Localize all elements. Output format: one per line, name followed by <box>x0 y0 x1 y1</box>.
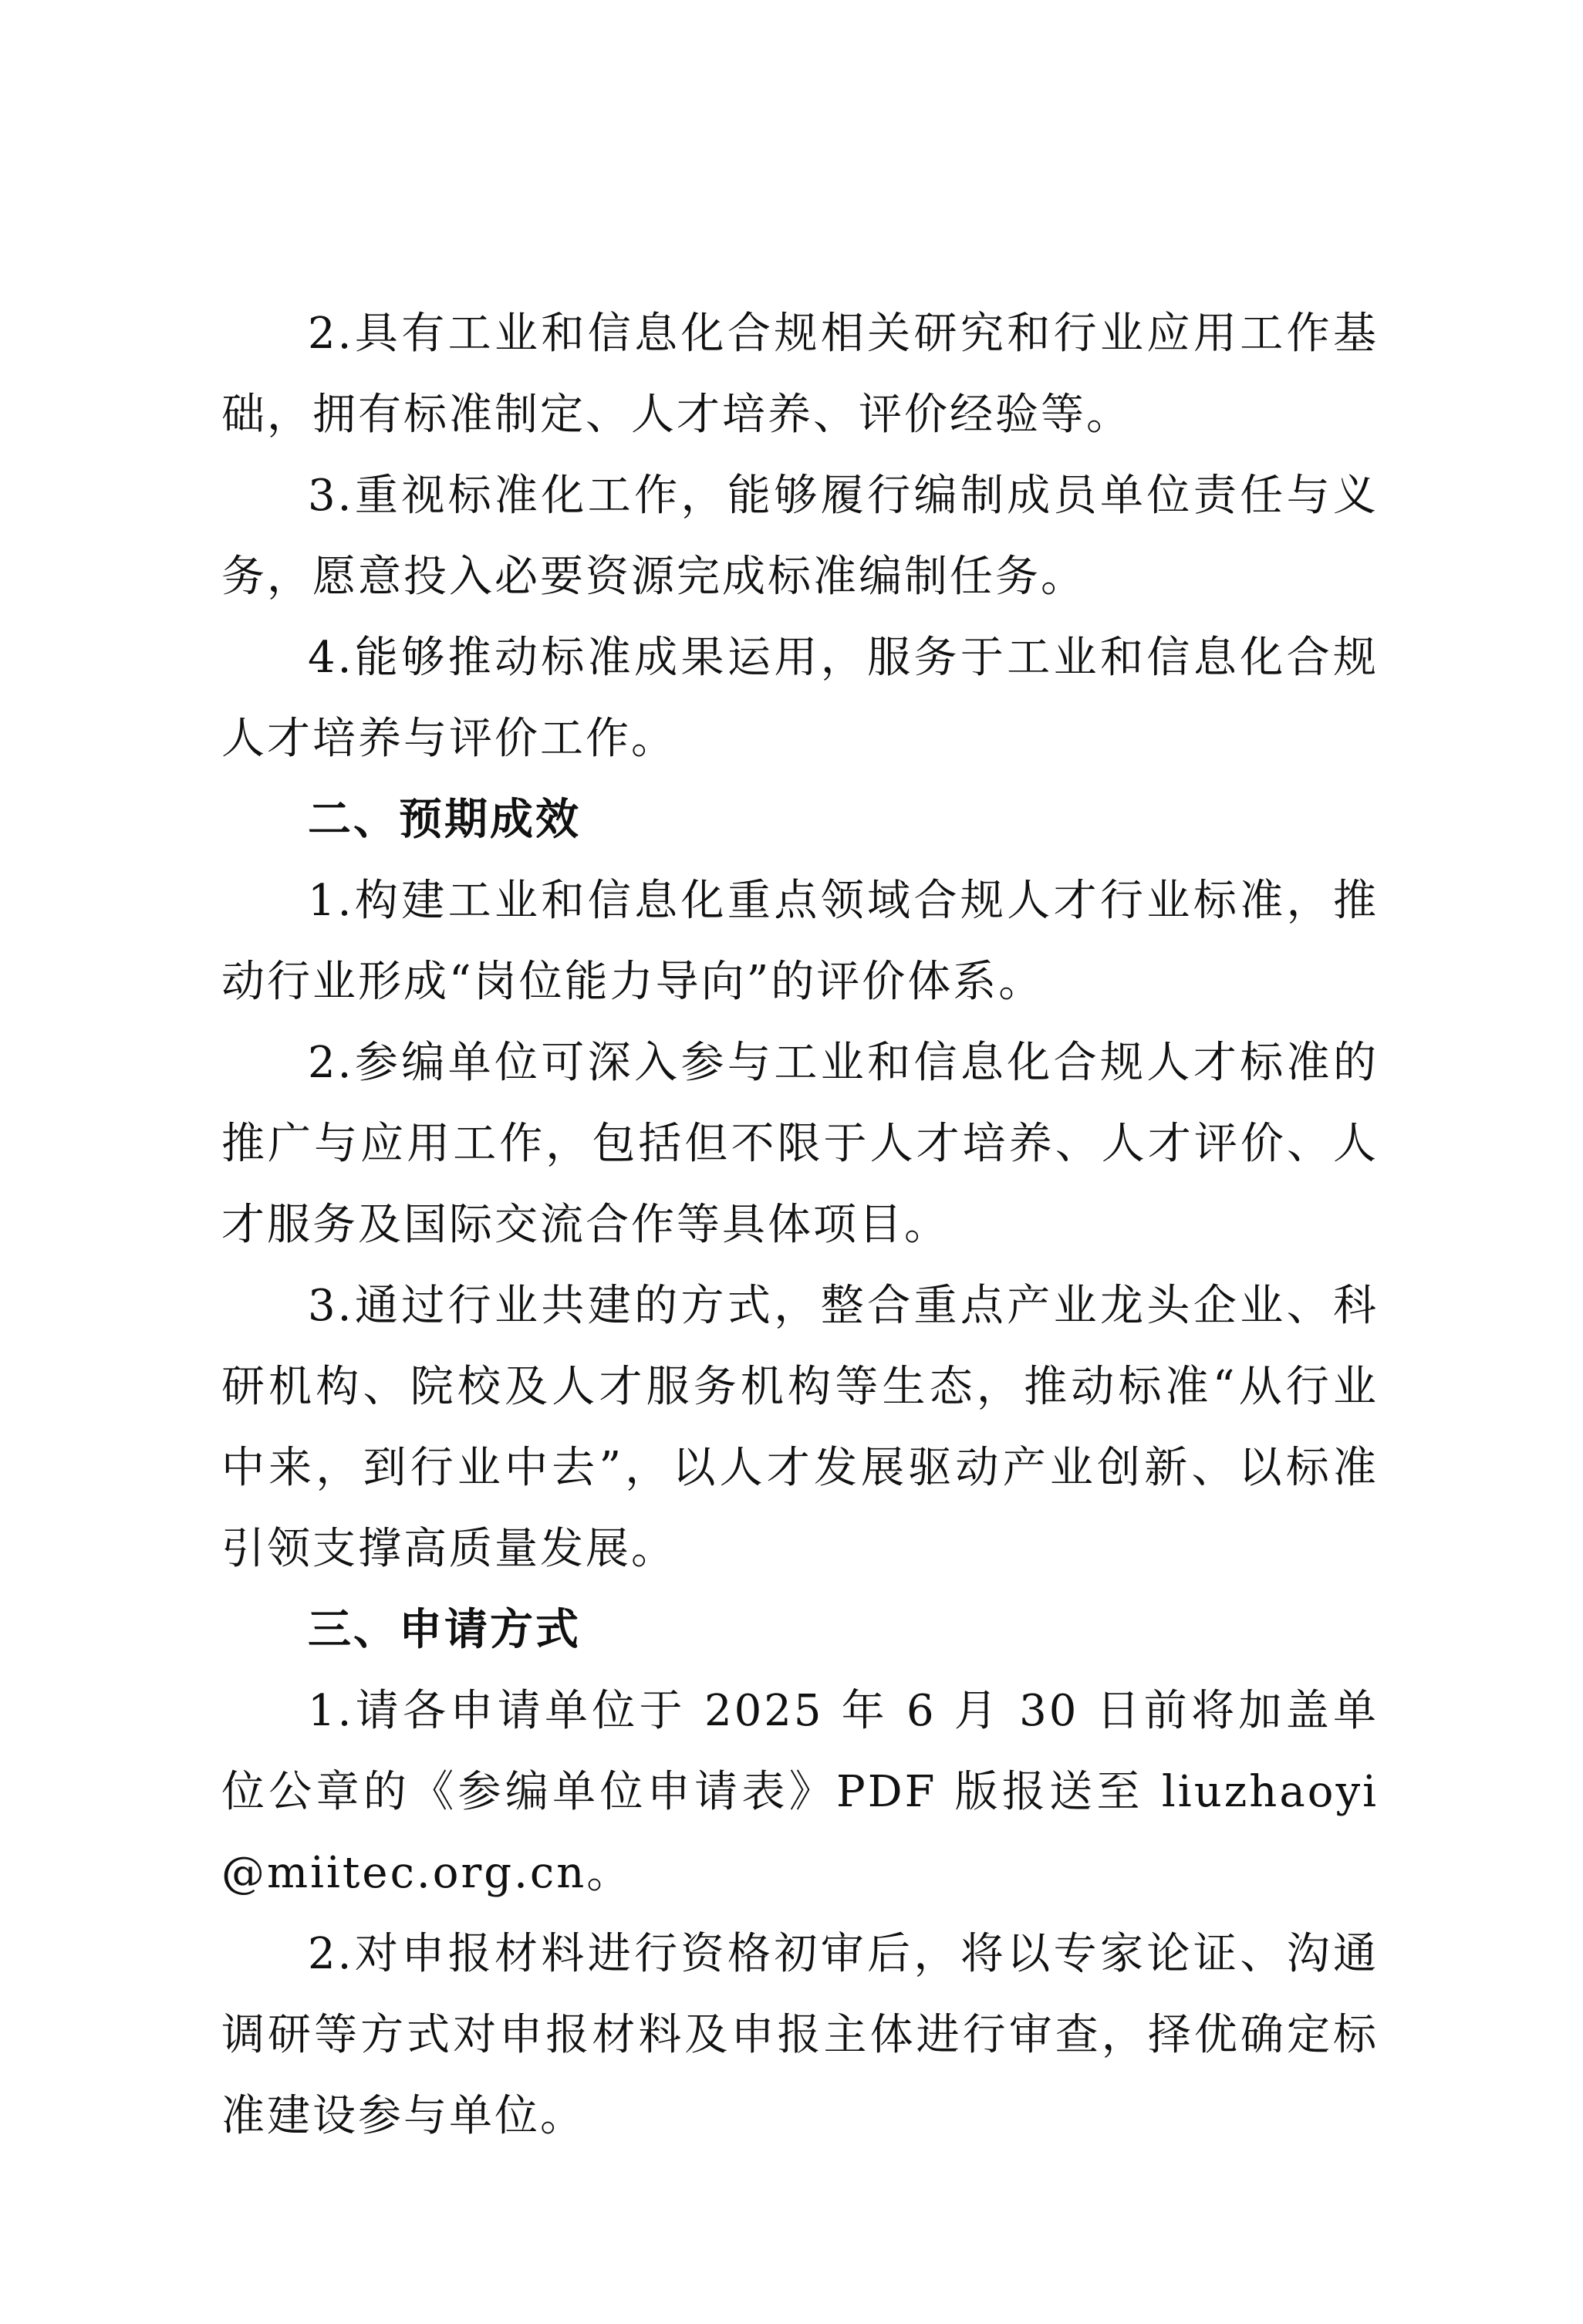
section-heading-expected-results: 二、预期成效 <box>308 795 581 845</box>
requirement-item-2: 2.具有工业和信息化合规相关研究和行业应用工作基础，拥有标准制定、人才培养、评价经验等。 <box>221 309 1379 440</box>
document-body <box>221 293 1379 2157</box>
section-heading-application-method: 三、申请方式 <box>308 1605 581 1655</box>
result-item-3: 3.通过行业共建的方式，整合重点产业龙头企业、科研机构、院校及人才服务机构等生态，推动标准“从行业中来，到行业中去”，以人才发展驱动产业创新、以标准引领支撑高质量发展。 <box>221 1281 1379 1574</box>
application-item-1: 1.请各申请单位于 2025 年 6 月 30 日前将加盖单位公章的《参编单位申请表》PDF 版报送至 liuzhaoyi@miitec.org.cn。 <box>221 1686 1379 1898</box>
requirement-item-3: 3.重视标准化工作，能够履行编制成员单位责任与义务，愿意投入必要资源完成标准编制任务。 <box>221 471 1379 602</box>
requirement-item-4: 4.能够推动标准成果运用，服务于工业和信息化合规人才培养与评价工作。 <box>221 633 1379 764</box>
application-item-2: 2.对申报材料进行资格初审后，将以专家论证、沟通调研等方式对申报材料及申报主体进行审查，择优确定标准建设参与单位。 <box>221 1929 1379 2141</box>
result-item-1: 1.构建工业和信息化重点领域合规人才行业标准，推动行业形成“岗位能力导向”的评价体系。 <box>221 876 1379 1007</box>
result-item-2: 2.参编单位可深入参与工业和信息化合规人才标准的推广与应用工作，包括但不限于人才培养、人才评价、人才服务及国际交流合作等具体项目。 <box>221 1038 1379 1250</box>
